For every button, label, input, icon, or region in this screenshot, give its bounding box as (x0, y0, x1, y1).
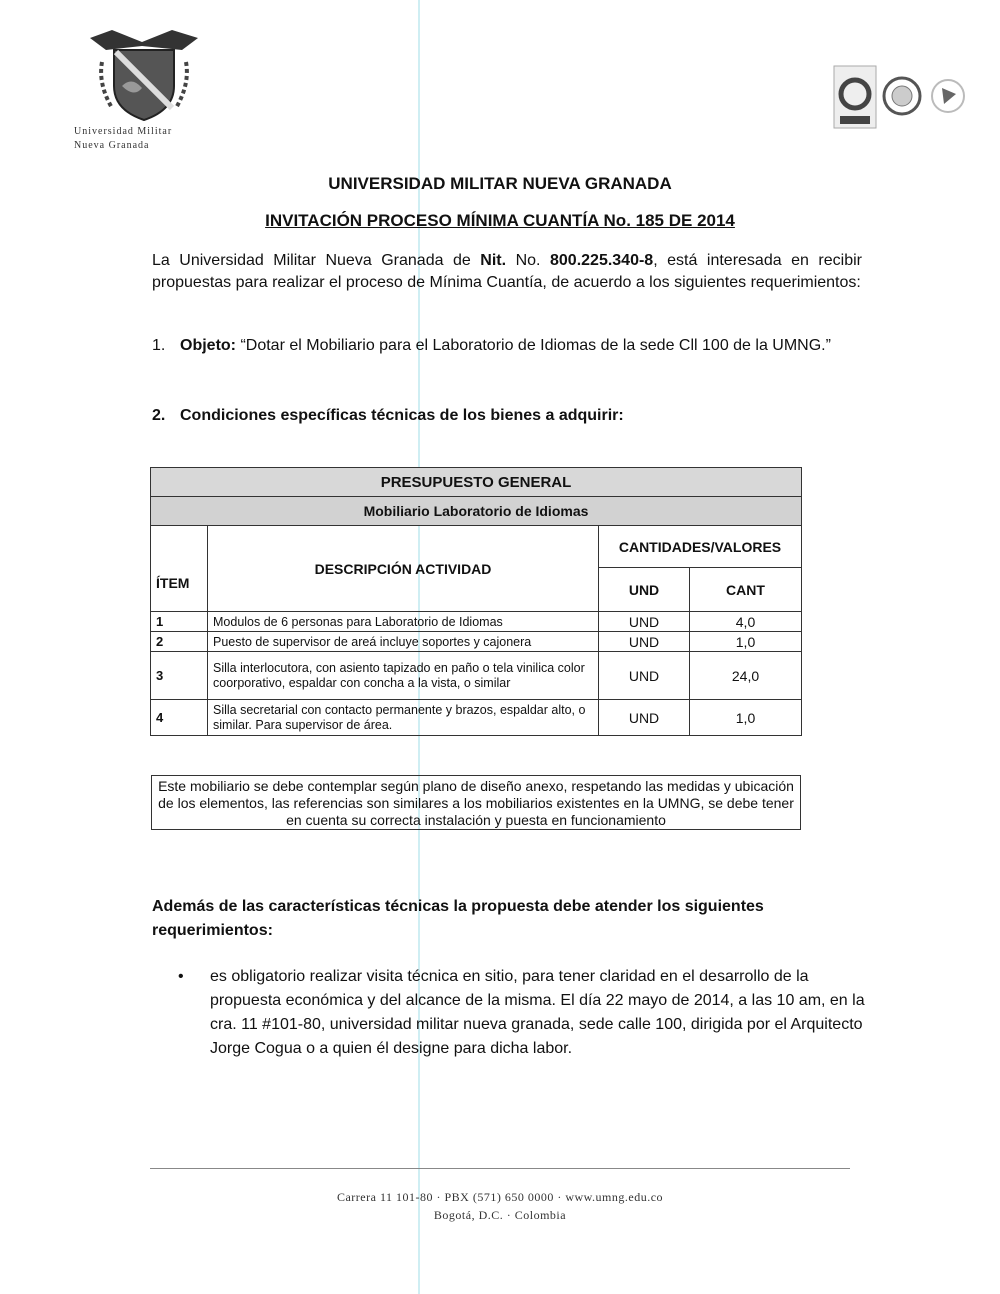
col-header-quantities: CANTIDADES/VALORES (599, 526, 802, 568)
col-header-description: DESCRIPCIÓN ACTIVIDAD (208, 526, 599, 612)
row-item: 4 (151, 700, 208, 736)
budget-subtitle: Mobiliario Laboratorio de Idiomas (151, 497, 802, 526)
row-und: UND (599, 632, 690, 652)
objeto-number: 1. (152, 337, 166, 354)
row-item: 2 (151, 632, 208, 652)
intro-text-after: , está interesada en recibir propuestas para realizar el proceso de Mínima Cuantía, de acuerdo a los siguientes requerimientos: (152, 252, 862, 291)
col-header-und: UND (599, 568, 690, 612)
condiciones-heading: Condiciones específicas técnicas de los bienes a adquirir: (180, 407, 624, 424)
objeto-label: Objeto: (180, 337, 236, 354)
requirement-bullet (178, 965, 868, 1061)
objeto-item (152, 335, 862, 357)
furniture-note: Este mobiliario se debe contemplar según plano de diseño anexo, respetando las medidas y ubicación de los elementos, las referencias son similares a los mobiliarios existentes en la UMNG, se debe tener en cuenta su correcta instalación y puesta en funcionamiento (151, 775, 801, 830)
bullet-dot: • (178, 968, 184, 985)
university-logo (74, 28, 214, 152)
row-und: UND (599, 612, 690, 632)
col-header-item: ÍTEM (151, 526, 208, 612)
row-description: Silla interlocutora, con asiento tapizado en paño o tela vinilica color coorporativo, espaldar con concha a la vista, o similar (208, 652, 599, 700)
row-und: UND (599, 700, 690, 736)
row-description: Silla secretarial con contacto permanente y brazos, espaldar alto, o similar. Para supervisor de área. (208, 700, 599, 736)
logo-text-line2: Nueva Granada (74, 140, 150, 151)
requirements-heading: Además de las características técnicas la propuesta debe atender los siguientes requerimientos: (152, 898, 764, 939)
certification-seals-icon (830, 60, 980, 140)
row-cant: 4,0 (690, 612, 802, 632)
row-item: 1 (151, 612, 208, 632)
row-description: Modulos de 6 personas para Laboratorio de Idiomas (208, 612, 599, 632)
objeto-description: “Dotar el Mobiliario para el Laboratorio de Idiomas de la sede Cll 100 de la UMNG.” (236, 337, 831, 354)
bullet-text: es obligatorio realizar visita técnica en sitio, para tener claridad en el desarrollo de la propuesta económica y del alcance de la misma. El día 22 mayo de 2014, a las 10 am, en la cra. 11 #101-80, universidad militar nueva granada, sede calle 100, dirigida por el Arquitecto Jorge Cogua o a quien él designe para dicha labor. (210, 968, 865, 1057)
university-crest-icon (82, 28, 206, 124)
col-header-cant: CANT (690, 568, 802, 612)
table-row (151, 652, 802, 700)
table-row (151, 632, 802, 652)
row-cant: 1,0 (690, 632, 802, 652)
certification-seals (830, 60, 980, 145)
budget-title: PRESUPUESTO GENERAL (151, 468, 802, 497)
footer-address: Carrera 11 101-80 · PBX (571) 650 0000 · www.umng.edu.co (336, 1190, 664, 1204)
row-cant: 24,0 (690, 652, 802, 700)
intro-text-mid: No. (506, 252, 550, 269)
row-item: 3 (151, 652, 208, 700)
invitation-subtitle: INVITACIÓN PROCESO MÍNIMA CUANTÍA No. 185 DE 2014 (265, 211, 735, 230)
condiciones-item (152, 405, 862, 427)
logo-text-line1: Universidad Militar (74, 126, 173, 137)
condiciones-number: 2. (152, 407, 166, 424)
intro-text-before: La Universidad Militar Nueva Granada de (152, 252, 481, 269)
budget-table (150, 467, 802, 736)
row-cant: 1,0 (690, 700, 802, 736)
footer-city: Bogotá, D.C. · Colombia (433, 1208, 567, 1222)
row-description: Puesto de supervisor de areá incluye soportes y cajonera (208, 632, 599, 652)
intro-paragraph (152, 250, 862, 294)
table-row (151, 612, 802, 632)
table-row (151, 700, 802, 736)
footer-divider (150, 1168, 850, 1169)
objeto-text (180, 335, 862, 357)
nit-value: 800.225.340-8 (550, 252, 654, 269)
row-und: UND (599, 652, 690, 700)
document-title: UNIVERSIDAD MILITAR NUEVA GRANADA (328, 174, 672, 193)
nit-label: Nit. (480, 252, 507, 269)
